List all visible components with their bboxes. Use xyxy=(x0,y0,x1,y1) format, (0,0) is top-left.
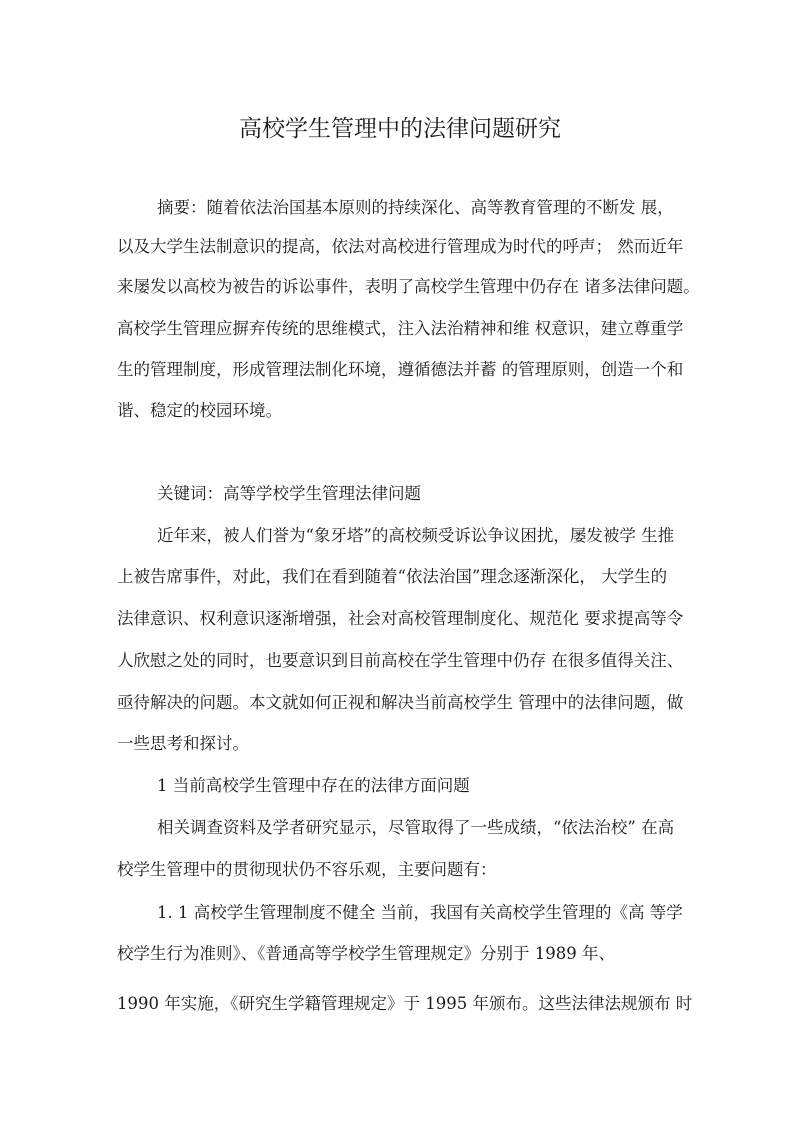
section-heading: 1 当前高校学生管理中存在的法律方面问题 xyxy=(157,776,470,795)
subsection-line: 校学生行为准则》、《普通高等学校学生管理规定》分别于 1989 年、 xyxy=(117,944,615,963)
intro-line: 亟待解决的问题。本文就如何正视和解决当前高校学生 管理中的法律问题，做 xyxy=(117,693,684,712)
intro-line: 一些思考和探讨。 xyxy=(117,734,249,753)
section-line: 相关调查资料及学者研究显示，尽管取得了一些成绩，“依法治校” 在高 xyxy=(157,818,675,837)
keywords: 关键词：高等学校学生管理法律问题 xyxy=(157,484,421,503)
page-title: 高校学生管理中的法律问题研究 xyxy=(239,116,561,142)
intro-line: 近年来，被人们誉为“象牙塔”的高校频受诉讼争议困扰，屡发被学 生推 xyxy=(157,526,675,545)
abstract-line: 生的管理制度，形成管理法制化环境，遵循德法并蓄 的管理原则，创造一个和 xyxy=(117,360,684,379)
abstract-line: 摘要：随着依法治国基本原则的持续深化、高等教育管理的不断发 展， xyxy=(157,198,674,217)
intro-line: 上被告席事件，对此，我们在看到随着“依法治国”理念逐渐深化， 大学生的 xyxy=(117,567,668,586)
abstract-line: 以及大学生法制意识的提高，依法对高校进行管理成为时代的呼声； 然而近年 xyxy=(117,237,684,256)
abstract-line: 谐、稳定的校园环境。 xyxy=(117,401,282,420)
abstract-line: 来屡发以高校为被告的诉讼事件，表明了高校学生管理中仍存在 诸多法律问题。 xyxy=(117,277,700,296)
intro-line: 人欣慰之处的同时，也要意识到目前高校在学生管理中仍存 在很多值得关注、 xyxy=(117,651,684,670)
subsection-line: 1. 1 高校学生管理制度不健全 当前，我国有关高校学生管理的《高 等学 xyxy=(157,903,683,922)
intro-line: 法律意识、权利意识逐渐增强，社会对高校管理制度化、规范化 要求提高等令 xyxy=(117,609,684,628)
section-line: 校学生管理中的贯彻现状仍不容乐观，主要问题有： xyxy=(117,860,497,879)
subsection-line: 1990 年实施，《研究生学籍管理规定》于 1995 年颁布。这些法律法规颁布 时 xyxy=(117,994,693,1013)
abstract-line: 高校学生管理应摒弃传统的思维模式，注入法治精神和维 权意识，建立尊重学 xyxy=(117,319,684,338)
